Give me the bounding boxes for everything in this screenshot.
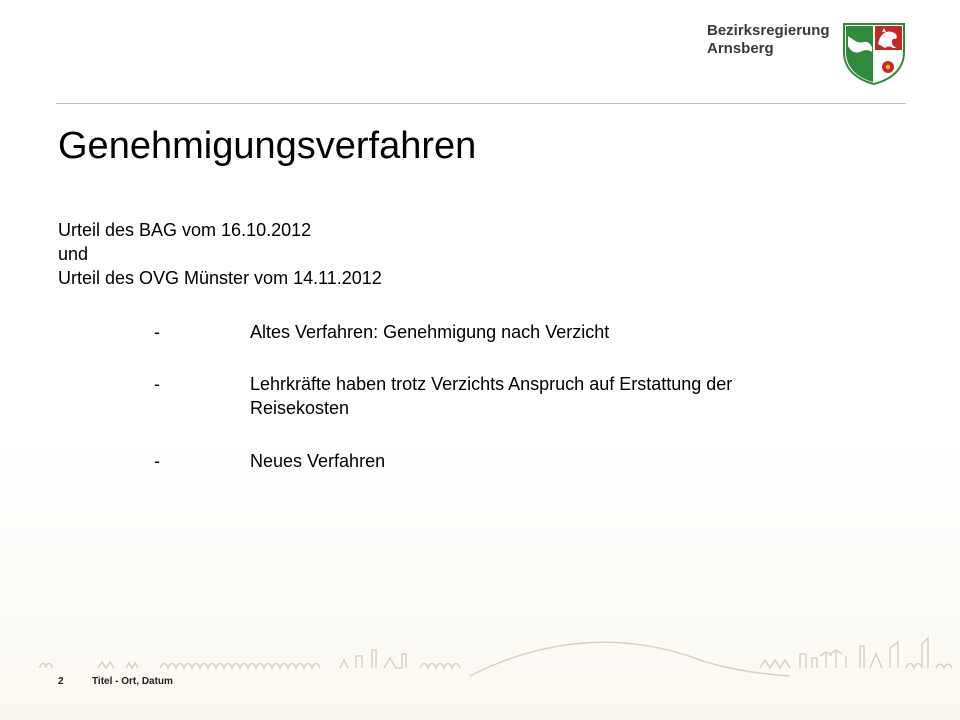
bullet-marker: - — [154, 322, 160, 342]
bullet-item-3: Neues Verfahren — [250, 451, 386, 471]
intro-line-1: Urteil des BAG vom 16.10.2012 — [58, 220, 312, 240]
intro-line-2: und — [58, 244, 89, 264]
header-divider — [56, 103, 906, 104]
bullet-item-1: Altes Verfahren: Genehmigung nach Verzicht — [250, 322, 610, 342]
footer-text: Titel - Ort, Datum — [92, 676, 173, 687]
bullet-item-2-line-1: Lehrkräfte haben trotz Verzichts Anspruch auf Erstattung der — [250, 374, 733, 394]
bullet-marker: - — [154, 374, 160, 394]
org-name-line2: Arnsberg — [707, 40, 774, 57]
bullet-marker: - — [154, 451, 160, 471]
page-number: 2 — [58, 676, 64, 687]
intro-line-3: Urteil des OVG Münster vom 14.11.2012 — [58, 268, 382, 288]
org-name-line1: Bezirksregierung — [707, 22, 830, 39]
skyline-decoration — [0, 620, 960, 680]
nrw-coat-of-arms-icon — [838, 22, 910, 86]
bullet-item-2-line-2: Reisekosten — [250, 398, 350, 418]
slide-title: Genehmigungsverfahren — [58, 125, 477, 167]
org-name — [707, 22, 830, 58]
